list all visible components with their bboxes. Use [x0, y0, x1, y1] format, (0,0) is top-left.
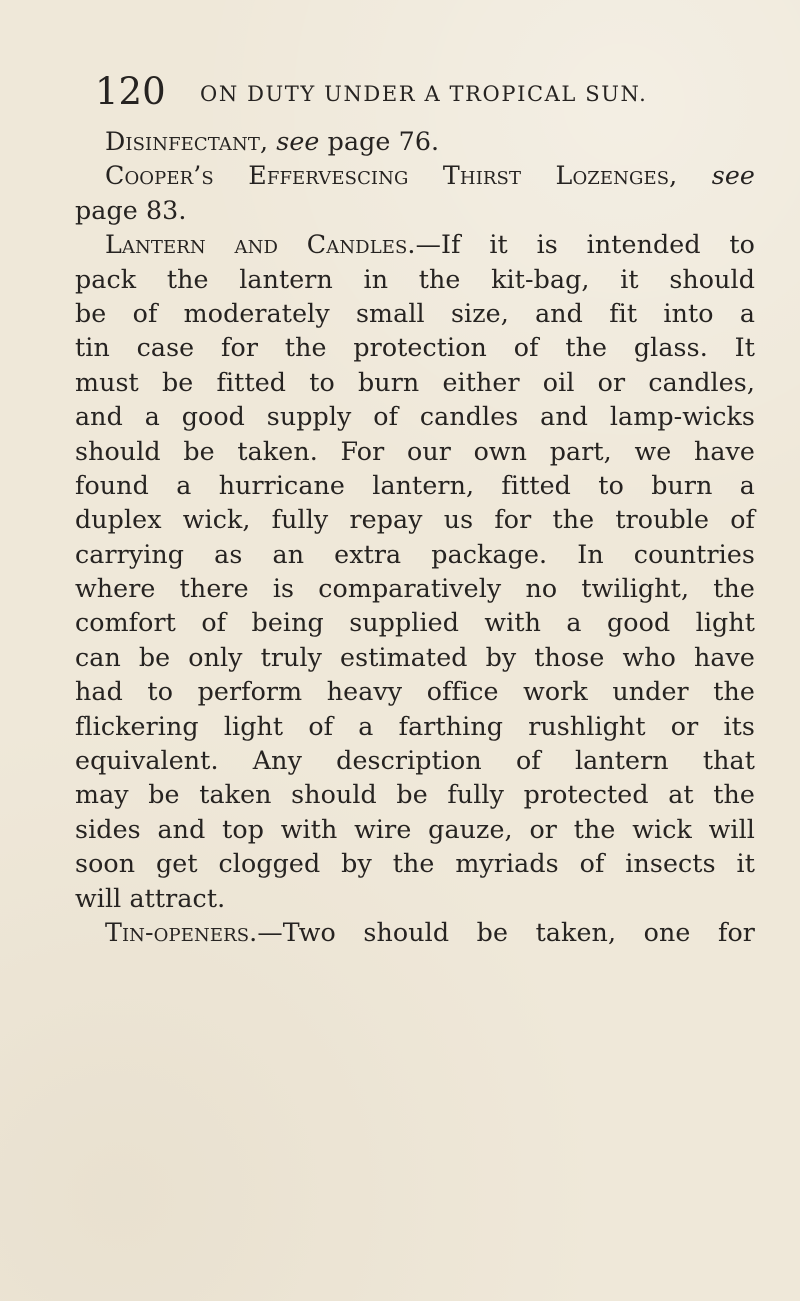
text-line: can be only truly estimated by those who have: [75, 642, 755, 672]
page-reference: page 76.: [327, 127, 440, 156]
text-line: flickering light of a farthing rushlight or its: [75, 711, 755, 741]
text-line: pack the lantern in the kit-bag, it should: [75, 264, 755, 294]
entry-heading: Cooper’s Effervescing Thirst Lozenges,: [105, 161, 678, 191]
entry-text-start: —If it is intended to: [415, 230, 756, 260]
body-text: [75, 125, 755, 950]
page-number: 120: [95, 70, 166, 113]
text-line: comfort of being supplied with a good light: [75, 608, 755, 638]
entry-heading: Disinfectant,: [105, 127, 269, 156]
text-line: sides and top with wire gauze, or the wick will: [75, 814, 755, 844]
text-line: be of moderately small size, and fit into a: [75, 298, 755, 328]
text-line: and a good supply of candles and lamp-wicks: [75, 402, 755, 432]
text-line: must be fitted to burn either oil or candles,: [75, 367, 755, 397]
entry-heading: Tin-openers.: [105, 917, 258, 947]
see-reference: see: [276, 127, 320, 156]
text-line: had to perform heavy office work under the: [75, 677, 755, 707]
text-line: page 83.: [75, 195, 187, 225]
text-line: may be taken should be fully protected at the: [75, 780, 755, 810]
see-reference: see: [711, 161, 755, 191]
entry-heading: Lantern and Candles.: [105, 230, 416, 260]
text-line: duplex wick, fully repay us for the trouble of: [75, 505, 755, 535]
running-head: ON DUTY UNDER A TROPICAL SUN.: [200, 82, 648, 106]
entry-disinfectant: [75, 125, 755, 159]
page-header: [95, 70, 755, 115]
text-line: should be taken. For our own part, we have: [75, 436, 755, 466]
entry-tin-openers: [75, 916, 755, 950]
entry-coopers-lozenges: [75, 159, 755, 193]
text-line: soon get clogged by the myriads of insects it: [75, 849, 755, 879]
text-line: found a hurricane lantern, fitted to burn a: [75, 470, 755, 500]
entry-text: —Two should be taken, one for: [257, 917, 755, 947]
text-line: tin case for the protection of the glass. It: [75, 333, 755, 363]
text-line: where there is comparatively no twilight, the: [75, 574, 755, 604]
text-line: equivalent. Any description of lantern that: [75, 746, 755, 776]
text-line: will attract.: [75, 883, 226, 913]
text-line: carrying as an extra package. In countries: [75, 539, 755, 569]
entry-lantern-and-candles: [75, 228, 755, 262]
